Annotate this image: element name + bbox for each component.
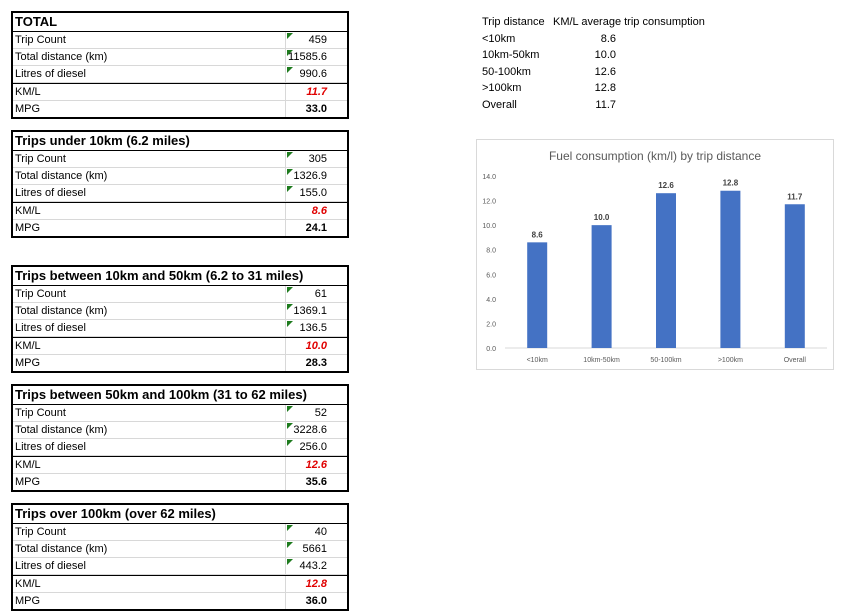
summary-label: Overall <box>482 98 517 111</box>
block-row <box>13 439 347 456</box>
value-cell <box>285 220 349 236</box>
summary-row <box>482 64 742 81</box>
block-title: TOTAL <box>13 13 347 32</box>
row-label: MPG <box>15 357 41 369</box>
stats-block <box>11 503 349 611</box>
x-tick-label: Overall <box>783 357 806 364</box>
block-row <box>13 101 347 117</box>
block-row <box>13 337 347 355</box>
block-row <box>13 303 347 320</box>
block-title: Trips under 10km (6.2 miles) <box>13 132 347 151</box>
row-value: 12.6 <box>305 459 327 471</box>
value-cell <box>285 84 349 100</box>
formula-flag-icon <box>287 542 293 548</box>
summary-header-distance: Trip distance <box>482 16 545 28</box>
block-row <box>13 456 347 474</box>
row-value: 1326.9 <box>293 170 327 182</box>
row-value: 443.2 <box>299 560 327 572</box>
row-label: Litres of diesel <box>15 187 86 199</box>
value-cell <box>285 320 349 336</box>
value-cell <box>285 66 349 82</box>
summary-value: 11.7 <box>595 98 616 111</box>
formula-flag-icon <box>287 287 293 293</box>
row-label: MPG <box>15 476 41 488</box>
row-label: Total distance (km) <box>15 424 108 436</box>
row-value: 12.8 <box>305 578 327 590</box>
row-label: MPG <box>15 595 41 607</box>
block-row <box>13 575 347 593</box>
y-tick-label: 2.0 <box>486 321 496 329</box>
row-label: Total distance (km) <box>15 51 108 63</box>
formula-flag-icon <box>287 186 293 192</box>
summary-label: >100km <box>482 82 522 94</box>
y-tick-label: 14.0 <box>482 174 496 181</box>
row-label: MPG <box>15 103 41 115</box>
block-row <box>13 541 347 558</box>
summary-label: 10km-50km <box>482 49 540 61</box>
y-tick-label: 4.0 <box>486 296 496 304</box>
summary-label: <10km <box>482 32 516 45</box>
row-label: KM/L <box>15 340 41 352</box>
row-value: 155.0 <box>299 187 327 199</box>
x-tick-label: >100km <box>717 357 743 364</box>
row-label: Trip Count <box>15 288 66 300</box>
block-row <box>13 185 347 202</box>
block-title: Trips over 100km (over 62 miles) <box>13 505 347 524</box>
formula-flag-icon <box>287 525 293 531</box>
summary-row <box>482 47 742 64</box>
block-row <box>13 286 347 303</box>
stats-block <box>11 130 349 238</box>
block-row <box>13 49 347 66</box>
row-value: 305 <box>308 153 327 165</box>
stats-block <box>11 265 349 373</box>
x-tick-label: 10km-50km <box>583 357 620 364</box>
row-value: 36.0 <box>305 595 327 607</box>
x-tick-label: 50-100km <box>650 357 682 364</box>
row-value: 24.1 <box>305 222 327 234</box>
data-label: 10.0 <box>593 213 610 223</box>
stats-block <box>11 384 349 492</box>
row-label: Total distance (km) <box>15 543 108 555</box>
row-value: 52 <box>314 407 327 419</box>
value-cell <box>285 541 349 557</box>
row-value: 256.0 <box>299 441 327 453</box>
row-value: 61 <box>314 288 327 300</box>
summary-value: 8.6 <box>600 32 616 45</box>
row-value: 3228.6 <box>293 424 327 436</box>
block-row <box>13 151 347 168</box>
value-cell <box>285 576 349 592</box>
data-label: 11.7 <box>787 192 803 202</box>
value-cell <box>285 405 349 421</box>
formula-flag-icon <box>287 304 293 310</box>
block-row <box>13 422 347 439</box>
row-label: Litres of diesel <box>15 441 86 453</box>
row-label: Trip Count <box>15 526 66 538</box>
row-label: Litres of diesel <box>15 68 86 80</box>
fuel-consumption-chart <box>476 139 834 370</box>
row-label: Total distance (km) <box>15 170 108 182</box>
row-value: 5661 <box>302 543 327 555</box>
summary-row <box>482 80 742 97</box>
block-row <box>13 202 347 220</box>
block-row <box>13 32 347 49</box>
y-tick-label: 8.0 <box>486 247 496 255</box>
formula-flag-icon <box>287 33 293 39</box>
row-label: Total distance (km) <box>15 305 108 317</box>
y-tick-label: 12.0 <box>482 198 496 206</box>
value-cell <box>285 457 349 473</box>
formula-flag-icon <box>287 423 293 429</box>
block-row <box>13 66 347 83</box>
formula-flag-icon <box>287 67 293 73</box>
row-value: 11.7 <box>306 86 327 98</box>
y-tick-label: 10.0 <box>482 223 496 231</box>
block-title: Trips between 10km and 50km (6.2 to 31 miles) <box>13 267 347 286</box>
block-row <box>13 474 347 490</box>
row-label: KM/L <box>15 459 41 471</box>
value-cell <box>285 439 349 455</box>
value-cell <box>285 355 349 371</box>
row-label: Trip Count <box>15 34 66 46</box>
row-value: 40 <box>314 526 327 538</box>
row-value: 1369.1 <box>293 305 327 317</box>
block-row <box>13 220 347 236</box>
row-value: 28.3 <box>305 357 327 369</box>
row-value: 459 <box>308 34 327 46</box>
value-cell <box>285 168 349 184</box>
row-label: Trip Count <box>15 407 66 419</box>
value-cell <box>285 32 349 48</box>
value-cell <box>285 286 349 302</box>
block-row <box>13 593 347 609</box>
summary-value: 10.0 <box>594 49 616 61</box>
row-label: KM/L <box>15 86 41 98</box>
formula-flag-icon <box>287 440 293 446</box>
summary-label: 50-100km <box>482 65 531 78</box>
block-row <box>13 83 347 101</box>
stats-block <box>11 11 349 119</box>
block-row <box>13 168 347 185</box>
block-title: Trips between 50km and 100km (31 to 62 miles) <box>13 386 347 405</box>
row-value: 11585.6 <box>288 51 327 63</box>
block-row <box>13 524 347 541</box>
bar <box>720 191 740 348</box>
row-label: MPG <box>15 222 41 234</box>
formula-flag-icon <box>287 559 293 565</box>
row-label: Trip Count <box>15 153 66 165</box>
block-row <box>13 558 347 575</box>
row-label: KM/L <box>15 205 41 217</box>
row-value: 10.0 <box>305 340 327 352</box>
summary-value: 12.8 <box>594 82 616 94</box>
value-cell <box>285 203 349 219</box>
data-label: 12.8 <box>722 178 739 188</box>
bar <box>656 193 676 348</box>
y-tick-label: 0.0 <box>486 346 496 353</box>
formula-flag-icon <box>287 152 293 158</box>
value-cell <box>285 524 349 540</box>
value-cell <box>285 185 349 201</box>
row-label: KM/L <box>15 578 41 590</box>
value-cell <box>285 593 349 609</box>
formula-flag-icon <box>287 406 293 412</box>
x-tick-label: <10km <box>526 357 548 364</box>
row-value: 136.5 <box>299 322 327 334</box>
block-row <box>13 355 347 371</box>
summary-row <box>482 97 742 114</box>
summary-header-consumption: KM/L average trip consumption <box>553 16 705 28</box>
value-cell <box>285 338 349 354</box>
value-cell <box>285 151 349 167</box>
bar <box>527 242 547 348</box>
y-tick-label: 6.0 <box>486 272 496 280</box>
summary-header-row <box>482 14 742 31</box>
summary-row <box>482 31 742 48</box>
value-cell <box>285 303 349 319</box>
value-cell <box>285 474 349 490</box>
row-label: Litres of diesel <box>15 322 86 334</box>
chart-title: Fuel consumption (km/l) by trip distance <box>548 149 762 163</box>
row-value: 990.6 <box>299 68 327 80</box>
summary-table <box>482 14 742 113</box>
block-row <box>13 320 347 337</box>
row-value: 33.0 <box>305 103 327 115</box>
formula-flag-icon <box>287 321 293 327</box>
row-value: 35.6 <box>305 476 327 488</box>
row-label: Litres of diesel <box>15 560 86 572</box>
summary-value: 12.6 <box>594 65 616 78</box>
value-cell <box>285 49 349 65</box>
data-label: 12.6 <box>658 181 674 191</box>
formula-flag-icon <box>287 169 293 175</box>
row-value: 8.6 <box>311 205 327 217</box>
value-cell <box>285 422 349 438</box>
chart-svg <box>477 140 833 369</box>
value-cell <box>285 101 349 117</box>
data-label: 8.6 <box>531 230 543 240</box>
value-cell <box>285 558 349 574</box>
bar <box>785 204 805 348</box>
block-row <box>13 405 347 422</box>
bar <box>592 225 612 348</box>
